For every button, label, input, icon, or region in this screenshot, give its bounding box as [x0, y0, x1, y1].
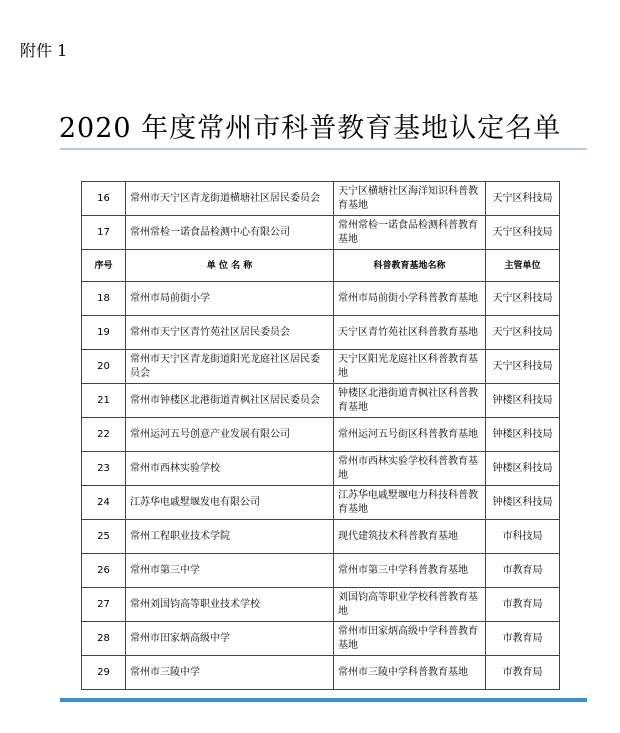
row-number: 22	[82, 418, 126, 452]
base-name: 常州市局前街小学科普教育基地	[334, 282, 486, 316]
supervising-dept: 天宁区科技局	[486, 316, 560, 350]
unit-name: 江苏华电戚墅堰发电有限公司	[126, 486, 334, 520]
supervising-dept: 天宁区科技局	[486, 216, 560, 250]
unit-name: 常州市局前街小学	[126, 282, 334, 316]
unit-name: 常州工程职业技术学院	[126, 520, 334, 554]
supervising-dept: 市教育局	[486, 554, 560, 588]
supervising-dept: 钟楼区科技局	[486, 418, 560, 452]
supervising-dept: 天宁区科技局	[486, 182, 560, 216]
row-number: 19	[82, 316, 126, 350]
base-name: 刘国钧高等职业学校科普教育基地	[334, 588, 486, 622]
table-row	[82, 656, 560, 690]
unit-name: 常州市钟楼区北港街道青枫社区居民委员会	[126, 384, 334, 418]
table-row	[82, 554, 560, 588]
header-base: 科普教育基地名称	[334, 250, 486, 282]
unit-name: 常州市田家炳高级中学	[126, 622, 334, 656]
page-title: 2020 年度常州市科普教育基地认定名单	[58, 113, 562, 144]
row-number: 23	[82, 452, 126, 486]
table-row	[82, 486, 560, 520]
unit-name: 常州市第三中学	[126, 554, 334, 588]
supervising-dept: 钟楼区科技局	[486, 486, 560, 520]
supervising-dept: 市教育局	[486, 588, 560, 622]
base-list-table	[81, 181, 560, 690]
row-number: 20	[82, 350, 126, 384]
row-number: 28	[82, 622, 126, 656]
base-name: 常州运河五号街区科普教育基地	[334, 418, 486, 452]
base-name: 钟楼区北港街道青枫社区科普教育基地	[334, 384, 486, 418]
table-row	[82, 418, 560, 452]
header-no: 序号	[82, 250, 126, 282]
row-number: 21	[82, 384, 126, 418]
attachment-label: 附件 1	[20, 41, 68, 60]
row-number: 16	[82, 182, 126, 216]
base-name: 天宁区青竹苑社区科普教育基地	[334, 316, 486, 350]
unit-name: 常州市天宁区青龙街道阳光龙庭社区居民委员会	[126, 350, 334, 384]
base-name: 天宁区横塘社区海洋知识科普教育基地	[334, 182, 486, 216]
table-row	[82, 588, 560, 622]
base-name: 常州市田家炳高级中学科普教育基地	[334, 622, 486, 656]
unit-name: 常州市天宁区青龙街道横塘社区居民委员会	[126, 182, 334, 216]
row-number: 25	[82, 520, 126, 554]
row-number: 29	[82, 656, 126, 690]
base-name: 常州市第三中学科普教育基地	[334, 554, 486, 588]
unit-name: 常州刘国钧高等职业技术学校	[126, 588, 334, 622]
supervising-dept: 市科技局	[486, 520, 560, 554]
header-unit: 单 位 名 称	[126, 250, 334, 282]
base-name: 常州常检一诺食品检测科普教育基地	[334, 216, 486, 250]
supervising-dept: 钟楼区科技局	[486, 384, 560, 418]
table-header-row	[82, 250, 560, 282]
title-divider	[60, 148, 587, 150]
table-row	[82, 316, 560, 350]
table-row	[82, 182, 560, 216]
header-dept: 主管单位	[486, 250, 560, 282]
row-number: 18	[82, 282, 126, 316]
bottom-rule	[60, 698, 587, 702]
table-body	[82, 182, 560, 690]
base-name: 天宁区阳光龙庭社区科普教育基地	[334, 350, 486, 384]
row-number: 17	[82, 216, 126, 250]
supervising-dept: 市教育局	[486, 656, 560, 690]
unit-name: 常州市天宁区青竹苑社区居民委员会	[126, 316, 334, 350]
base-name: 现代建筑技术科普教育基地	[334, 520, 486, 554]
table-row	[82, 452, 560, 486]
row-number: 24	[82, 486, 126, 520]
table-row	[82, 216, 560, 250]
unit-name: 常州市三陵中学	[126, 656, 334, 690]
table-row	[82, 622, 560, 656]
table-row	[82, 384, 560, 418]
base-name: 常州市三陵中学科普教育基地	[334, 656, 486, 690]
row-number: 26	[82, 554, 126, 588]
unit-name: 常州运河五号创意产业发展有限公司	[126, 418, 334, 452]
unit-name: 常州市西林实验学校	[126, 452, 334, 486]
base-name: 常州市西林实验学校科普教育基地	[334, 452, 486, 486]
table-row	[82, 520, 560, 554]
supervising-dept: 钟楼区科技局	[486, 452, 560, 486]
unit-name: 常州常检一诺食品检测中心有限公司	[126, 216, 334, 250]
table-row	[82, 282, 560, 316]
supervising-dept: 天宁区科技局	[486, 282, 560, 316]
supervising-dept: 市教育局	[486, 622, 560, 656]
table-row	[82, 350, 560, 384]
row-number: 27	[82, 588, 126, 622]
supervising-dept: 天宁区科技局	[486, 350, 560, 384]
base-name: 江苏华电戚墅堰电力科技科普教育基地	[334, 486, 486, 520]
